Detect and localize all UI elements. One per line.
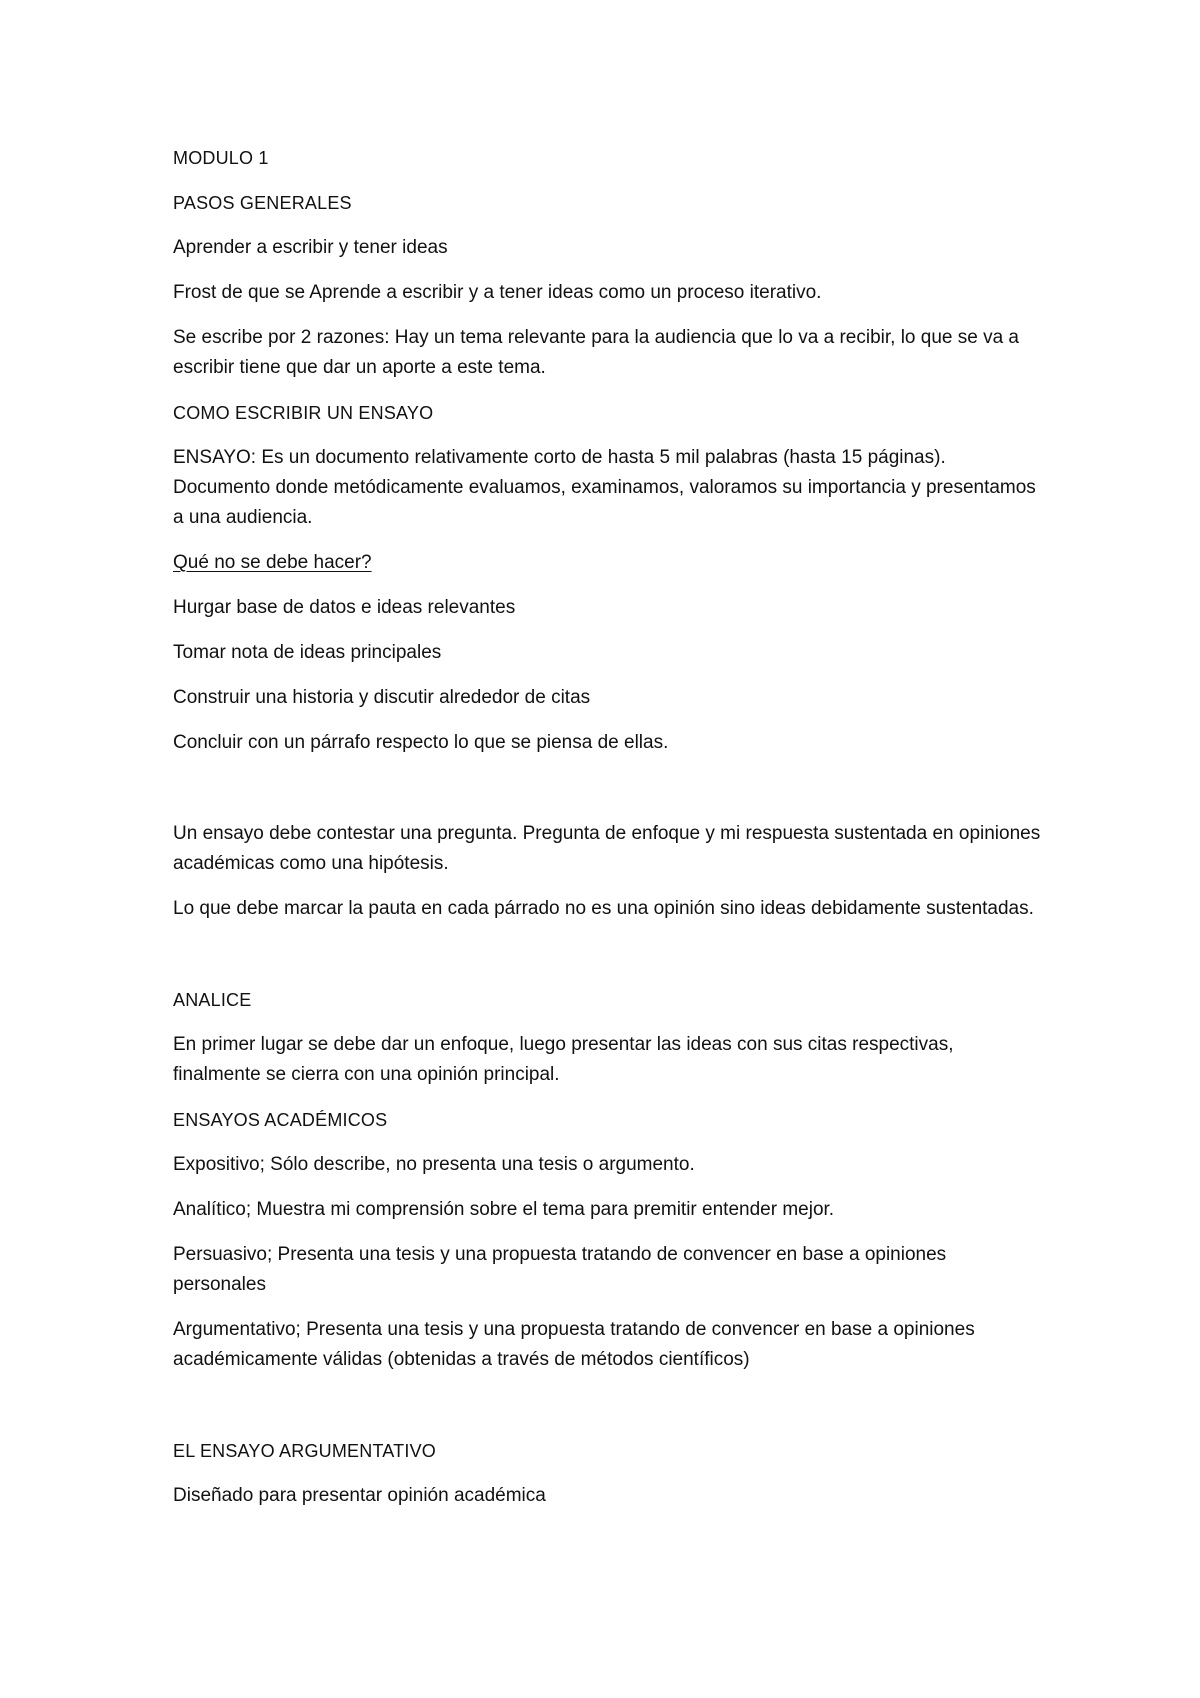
- analyze-heading: ANALICE: [173, 990, 252, 1010]
- question-paragraph: Un ensayo debe contestar una pregunta. Pregunta de enfoque y mi respuesta sustentada en opiniones académicas como una hipótesis.: [173, 823, 1041, 874]
- essay-definition: ENSAYO: Es un documento relativamente corto de hasta 5 mil palabras (hasta 15 páginas). Documento donde metódicamente evaluamos, examinamos, valoramos su importancia y presentamos a una audiencia.: [173, 447, 1036, 528]
- frost-line: Frost de que se Aprende a escribir y a tener ideas como un proceso iterativo.: [173, 282, 822, 303]
- module-title: MODULO 1: [173, 148, 269, 168]
- pauta-paragraph: Lo que debe marcar la pauta en cada párrado no es una opinión sino ideas debidamente sustentadas.: [173, 898, 1034, 919]
- steps-heading: PASOS GENERALES: [173, 193, 352, 213]
- academic-type-item: Persuasivo; Presenta una tesis y una propuesta tratando de convencer en base a opiniones personales: [173, 1244, 947, 1295]
- academic-heading: ENSAYOS ACADÉMICOS: [173, 1110, 388, 1130]
- argumentative-paragraph: Diseñado para presentar opinión académica: [173, 1485, 546, 1506]
- how-heading: COMO ESCRIBIR UN ENSAYO: [173, 403, 434, 423]
- dont-item: Construir una historia y discutir alrededor de citas: [173, 687, 591, 708]
- reasons-paragraph: Se escribe por 2 razones: Hay un tema relevante para la audiencia que lo va a recibir, lo que se va a escribir tiene que dar un aporte a este tema.: [173, 327, 1020, 378]
- dont-item: Hurgar base de datos e ideas relevantes: [173, 597, 516, 618]
- argumentative-heading: EL ENSAYO ARGUMENTATIVO: [173, 1441, 436, 1461]
- analyze-paragraph: En primer lugar se debe dar un enfoque, luego presentar las ideas con sus citas respectivas, finalmente se cierra con una opinión principal.: [173, 1034, 954, 1085]
- dont-heading: Qué no se debe hacer?: [173, 552, 372, 573]
- academic-type-item: Argumentativo; Presenta una tesis y una propuesta tratando de convencer en base a opiniones académicamente válidas (obtenidas a través de métodos científicos): [173, 1319, 975, 1370]
- learn-line: Aprender a escribir y tener ideas: [173, 237, 448, 258]
- dont-item: Tomar nota de ideas principales: [173, 642, 442, 663]
- document-body: [173, 143, 1043, 1511]
- academic-type-item: Expositivo; Sólo describe, no presenta una tesis o argumento.: [173, 1154, 695, 1175]
- academic-type-item: Analítico; Muestra mi comprensión sobre el tema para premitir entender mejor.: [173, 1199, 835, 1220]
- dont-item: Concluir con un párrafo respecto lo que se piensa de ellas.: [173, 732, 669, 753]
